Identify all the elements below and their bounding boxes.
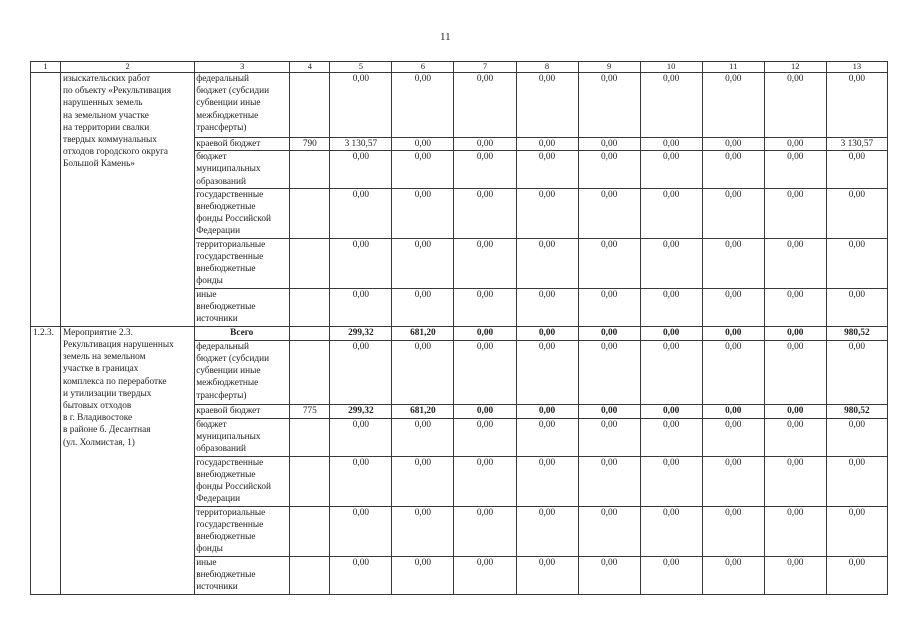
value-cell-col-13: 980,52 <box>826 326 887 340</box>
funding-source: федеральный бюджет (субсидии субвенции иные межбюджетные трансферты) <box>195 340 290 404</box>
value-cell-col-11: 0,00 <box>702 556 764 594</box>
value-cell-col-13: 3 130,57 <box>826 138 887 151</box>
value-cell-col-9: 0,00 <box>578 404 640 418</box>
value-cell-col-7: 0,00 <box>454 73 516 138</box>
column-header-1: 1 <box>31 62 61 73</box>
value-cell-col-6: 0,00 <box>392 506 454 556</box>
column-header-6: 6 <box>392 62 454 73</box>
value-cell-col-8: 0,00 <box>516 340 578 404</box>
funding-source: территориальные государственные внебюджетные фонды <box>195 506 290 556</box>
budget-code <box>290 151 330 189</box>
value-cell-col-10: 0,00 <box>640 238 702 288</box>
funding-source: бюджет муниципальных образований <box>195 151 290 189</box>
budget-code <box>290 73 330 138</box>
table-row <box>31 326 888 340</box>
value-cell-col-12: 0,00 <box>764 456 826 506</box>
value-cell-col-11: 0,00 <box>702 326 764 340</box>
measure-name: Мероприятие 2.3. Рекультивация нарушенных земель на земельном участке в границах комплекса по переработке и утилизации твердых бытовых отходов в г. Владивостоке в районе б. Десантная (ул. Холмистая, 1) <box>61 326 195 594</box>
column-header-12: 12 <box>764 62 826 73</box>
measure-name: изыскательских работ по объекту «Рекультивация нарушенных земель на земельном участке на территории свалки твердых коммунальных отходов городского округа Большой Камень» <box>61 73 195 327</box>
value-cell-col-13: 0,00 <box>826 556 887 594</box>
value-cell-col-6: 0,00 <box>392 418 454 456</box>
value-cell-col-12: 0,00 <box>764 556 826 594</box>
value-cell-col-8: 0,00 <box>516 138 578 151</box>
budget-code <box>290 418 330 456</box>
value-cell-col-6: 681,20 <box>392 404 454 418</box>
value-cell-col-11: 0,00 <box>702 418 764 456</box>
value-cell-col-10: 0,00 <box>640 506 702 556</box>
funding-source: территориальные государственные внебюджетные фонды <box>195 238 290 288</box>
value-cell-col-8: 0,00 <box>516 456 578 506</box>
budget-code <box>290 456 330 506</box>
value-cell-col-10: 0,00 <box>640 288 702 326</box>
value-cell-col-6: 0,00 <box>392 556 454 594</box>
value-cell-col-7: 0,00 <box>454 418 516 456</box>
value-cell-col-12: 0,00 <box>764 506 826 556</box>
value-cell-col-10: 0,00 <box>640 188 702 238</box>
value-cell-col-11: 0,00 <box>702 151 764 189</box>
value-cell-col-11: 0,00 <box>702 138 764 151</box>
column-header-9: 9 <box>578 62 640 73</box>
value-cell-col-9: 0,00 <box>578 138 640 151</box>
value-cell-col-7: 0,00 <box>454 138 516 151</box>
value-cell-col-6: 681,20 <box>392 326 454 340</box>
value-cell-col-6: 0,00 <box>392 340 454 404</box>
value-cell-col-8: 0,00 <box>516 556 578 594</box>
budget-code: 790 <box>290 138 330 151</box>
column-header-11: 11 <box>702 62 764 73</box>
value-cell-col-5: 0,00 <box>330 188 392 238</box>
header-row <box>31 62 888 73</box>
value-cell-col-12: 0,00 <box>764 138 826 151</box>
value-cell-col-12: 0,00 <box>764 238 826 288</box>
column-header-3: 3 <box>195 62 290 73</box>
value-cell-col-8: 0,00 <box>516 404 578 418</box>
value-cell-col-8: 0,00 <box>516 506 578 556</box>
funding-source: федеральный бюджет (субсидии субвенции иные межбюджетные трансферты) <box>195 73 290 138</box>
value-cell-col-9: 0,00 <box>578 456 640 506</box>
value-cell-col-12: 0,00 <box>764 418 826 456</box>
value-cell-col-13: 0,00 <box>826 418 887 456</box>
budget-code <box>290 288 330 326</box>
budget-code <box>290 556 330 594</box>
value-cell-col-12: 0,00 <box>764 340 826 404</box>
value-cell-col-6: 0,00 <box>392 238 454 288</box>
value-cell-col-9: 0,00 <box>578 151 640 189</box>
budget-code <box>290 326 330 340</box>
funding-source: краевой бюджет <box>195 404 290 418</box>
value-cell-col-5: 0,00 <box>330 73 392 138</box>
value-cell-col-10: 0,00 <box>640 456 702 506</box>
value-cell-col-7: 0,00 <box>454 556 516 594</box>
value-cell-col-5: 0,00 <box>330 556 392 594</box>
value-cell-col-9: 0,00 <box>578 340 640 404</box>
value-cell-col-10: 0,00 <box>640 404 702 418</box>
item-number <box>31 73 61 327</box>
value-cell-col-11: 0,00 <box>702 404 764 418</box>
value-cell-col-13: 0,00 <box>826 188 887 238</box>
value-cell-col-9: 0,00 <box>578 556 640 594</box>
value-cell-col-12: 0,00 <box>764 73 826 138</box>
funding-source: иные внебюджетные источники <box>195 556 290 594</box>
funding-source: Всего <box>195 326 290 340</box>
value-cell-col-9: 0,00 <box>578 188 640 238</box>
column-header-4: 4 <box>290 62 330 73</box>
value-cell-col-9: 0,00 <box>578 288 640 326</box>
value-cell-col-10: 0,00 <box>640 418 702 456</box>
value-cell-col-10: 0,00 <box>640 73 702 138</box>
budget-code <box>290 238 330 288</box>
page-number: 11 <box>440 31 451 43</box>
value-cell-col-8: 0,00 <box>516 151 578 189</box>
funding-source: бюджет муниципальных образований <box>195 418 290 456</box>
value-cell-col-9: 0,00 <box>578 326 640 340</box>
value-cell-col-8: 0,00 <box>516 188 578 238</box>
value-cell-col-11: 0,00 <box>702 288 764 326</box>
value-cell-col-9: 0,00 <box>578 506 640 556</box>
value-cell-col-7: 0,00 <box>454 188 516 238</box>
value-cell-col-7: 0,00 <box>454 340 516 404</box>
value-cell-col-10: 0,00 <box>640 340 702 404</box>
budget-code <box>290 506 330 556</box>
value-cell-col-7: 0,00 <box>454 404 516 418</box>
value-cell-col-5: 0,00 <box>330 506 392 556</box>
funding-source: государственные внебюджетные фонды Российской Федерации <box>195 456 290 506</box>
column-header-2: 2 <box>61 62 195 73</box>
value-cell-col-11: 0,00 <box>702 238 764 288</box>
budget-table <box>30 61 888 595</box>
item-number: 1.2.3. <box>31 326 61 594</box>
value-cell-col-13: 980,52 <box>826 404 887 418</box>
value-cell-col-13: 0,00 <box>826 151 887 189</box>
value-cell-col-13: 0,00 <box>826 456 887 506</box>
value-cell-col-12: 0,00 <box>764 326 826 340</box>
value-cell-col-7: 0,00 <box>454 288 516 326</box>
value-cell-col-7: 0,00 <box>454 238 516 288</box>
value-cell-col-6: 0,00 <box>392 456 454 506</box>
value-cell-col-7: 0,00 <box>454 151 516 189</box>
value-cell-col-13: 0,00 <box>826 288 887 326</box>
budget-code: 775 <box>290 404 330 418</box>
value-cell-col-5: 0,00 <box>330 340 392 404</box>
value-cell-col-5: 0,00 <box>330 456 392 506</box>
table-row <box>31 73 888 138</box>
column-header-13: 13 <box>826 62 887 73</box>
value-cell-col-7: 0,00 <box>454 506 516 556</box>
value-cell-col-13: 0,00 <box>826 340 887 404</box>
funding-source: государственные внебюджетные фонды Российской Федерации <box>195 188 290 238</box>
value-cell-col-6: 0,00 <box>392 188 454 238</box>
value-cell-col-5: 0,00 <box>330 418 392 456</box>
column-header-10: 10 <box>640 62 702 73</box>
value-cell-col-10: 0,00 <box>640 151 702 189</box>
value-cell-col-9: 0,00 <box>578 418 640 456</box>
column-header-5: 5 <box>330 62 392 73</box>
value-cell-col-7: 0,00 <box>454 326 516 340</box>
value-cell-col-12: 0,00 <box>764 188 826 238</box>
value-cell-col-11: 0,00 <box>702 506 764 556</box>
value-cell-col-13: 0,00 <box>826 506 887 556</box>
value-cell-col-5: 299,32 <box>330 326 392 340</box>
value-cell-col-5: 0,00 <box>330 151 392 189</box>
value-cell-col-11: 0,00 <box>702 340 764 404</box>
funding-source: иные внебюджетные источники <box>195 288 290 326</box>
value-cell-col-9: 0,00 <box>578 73 640 138</box>
funding-source: краевой бюджет <box>195 138 290 151</box>
value-cell-col-6: 0,00 <box>392 138 454 151</box>
budget-code <box>290 340 330 404</box>
value-cell-col-9: 0,00 <box>578 238 640 288</box>
value-cell-col-6: 0,00 <box>392 151 454 189</box>
value-cell-col-13: 0,00 <box>826 73 887 138</box>
value-cell-col-8: 0,00 <box>516 326 578 340</box>
value-cell-col-7: 0,00 <box>454 456 516 506</box>
value-cell-col-8: 0,00 <box>516 418 578 456</box>
column-header-7: 7 <box>454 62 516 73</box>
value-cell-col-11: 0,00 <box>702 456 764 506</box>
value-cell-col-10: 0,00 <box>640 556 702 594</box>
value-cell-col-11: 0,00 <box>702 73 764 138</box>
value-cell-col-5: 299,32 <box>330 404 392 418</box>
value-cell-col-12: 0,00 <box>764 151 826 189</box>
value-cell-col-8: 0,00 <box>516 238 578 288</box>
value-cell-col-12: 0,00 <box>764 288 826 326</box>
value-cell-col-13: 0,00 <box>826 238 887 288</box>
value-cell-col-5: 3 130,57 <box>330 138 392 151</box>
value-cell-col-5: 0,00 <box>330 238 392 288</box>
column-header-8: 8 <box>516 62 578 73</box>
value-cell-col-11: 0,00 <box>702 188 764 238</box>
value-cell-col-8: 0,00 <box>516 73 578 138</box>
value-cell-col-6: 0,00 <box>392 288 454 326</box>
value-cell-col-6: 0,00 <box>392 73 454 138</box>
value-cell-col-10: 0,00 <box>640 138 702 151</box>
value-cell-col-12: 0,00 <box>764 404 826 418</box>
value-cell-col-5: 0,00 <box>330 288 392 326</box>
budget-code <box>290 188 330 238</box>
value-cell-col-8: 0,00 <box>516 288 578 326</box>
value-cell-col-10: 0,00 <box>640 326 702 340</box>
